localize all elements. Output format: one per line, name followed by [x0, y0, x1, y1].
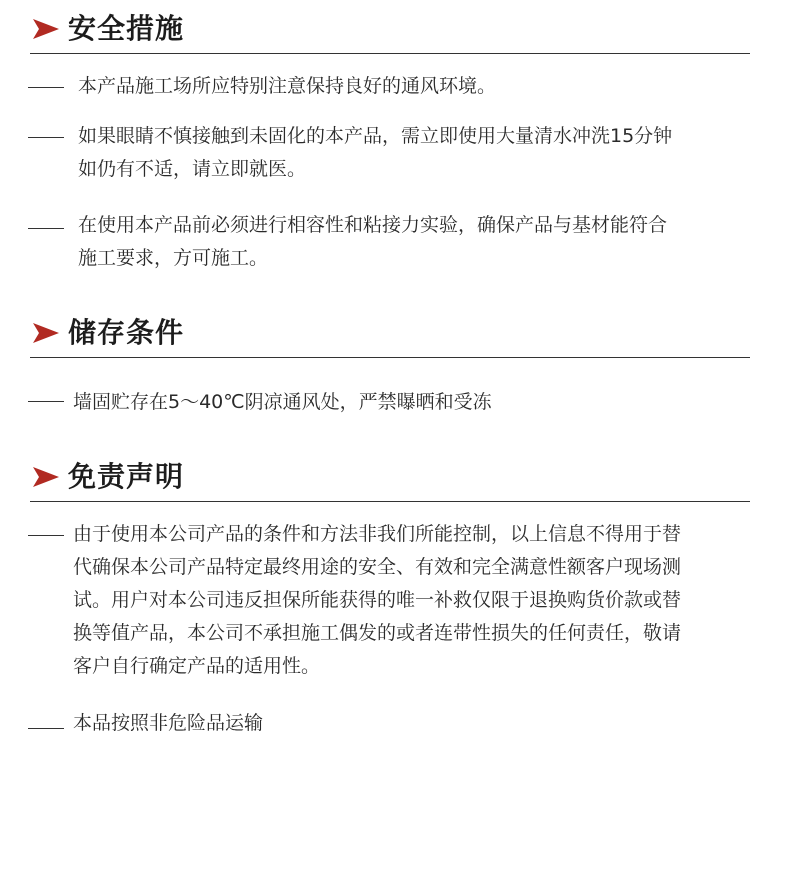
section-divider: [30, 53, 750, 54]
section-divider: [30, 357, 750, 358]
dash-marker: [28, 728, 64, 729]
section-safety-header: [30, 12, 750, 46]
dash-marker: [28, 228, 64, 229]
item-line: 代确保本公司产品特定最终用途的安全、有效和完全满意性额客户现场测: [73, 556, 682, 578]
section-title: 安全措施: [68, 12, 185, 45]
item-line: 墙固贮存在5～40℃阴凉通风处，严禁曝晒和受冻: [73, 391, 492, 413]
section-title: 免责声明: [68, 460, 185, 493]
dash-marker: [28, 535, 64, 536]
section-disclaimer-header: [30, 460, 750, 494]
item-line: 客户自行确定产品的适用性。: [73, 655, 321, 677]
list-item: [28, 518, 728, 683]
list-item: [28, 209, 728, 275]
item-line: 换等值产品，本公司不承担施工偶发的或者连带性损失的任何责任，敬请: [73, 622, 682, 644]
dash-marker: [28, 137, 64, 138]
list-item: [28, 120, 728, 186]
list-item: [28, 386, 728, 420]
item-line: 由于使用本公司产品的条件和方法非我们所能控制，以上信息不得用于替: [73, 523, 682, 545]
item-line: 本产品施工场所应特别注意保持良好的通风环境。: [78, 75, 497, 97]
list-item: [28, 70, 728, 104]
item-line: 如仍有不适，请立即就医。: [78, 158, 307, 180]
dash-marker: [28, 87, 64, 88]
item-line: 试。用户对本公司违反担保所能获得的唯一补救仅限于退换购货价款或替: [73, 589, 682, 611]
section-divider: [30, 501, 750, 502]
item-line: 在使用本产品前必须进行相容性和粘接力实验，确保产品与基材能符合: [78, 214, 668, 236]
dash-marker: [28, 401, 64, 402]
section-storage-header: [30, 316, 750, 350]
item-line: 施工要求，方可施工。: [78, 247, 269, 269]
item-line: 本品按照非危险品运输: [73, 712, 264, 734]
arrow-right-icon: [33, 467, 59, 487]
list-item: [28, 707, 728, 741]
arrow-right-icon: [33, 323, 59, 343]
item-line: 如果眼睛不慎接触到未固化的本产品，需立即使用大量清水冲洗15分钟: [78, 125, 673, 147]
arrow-right-icon: [33, 19, 59, 39]
section-title: 储存条件: [68, 316, 185, 349]
